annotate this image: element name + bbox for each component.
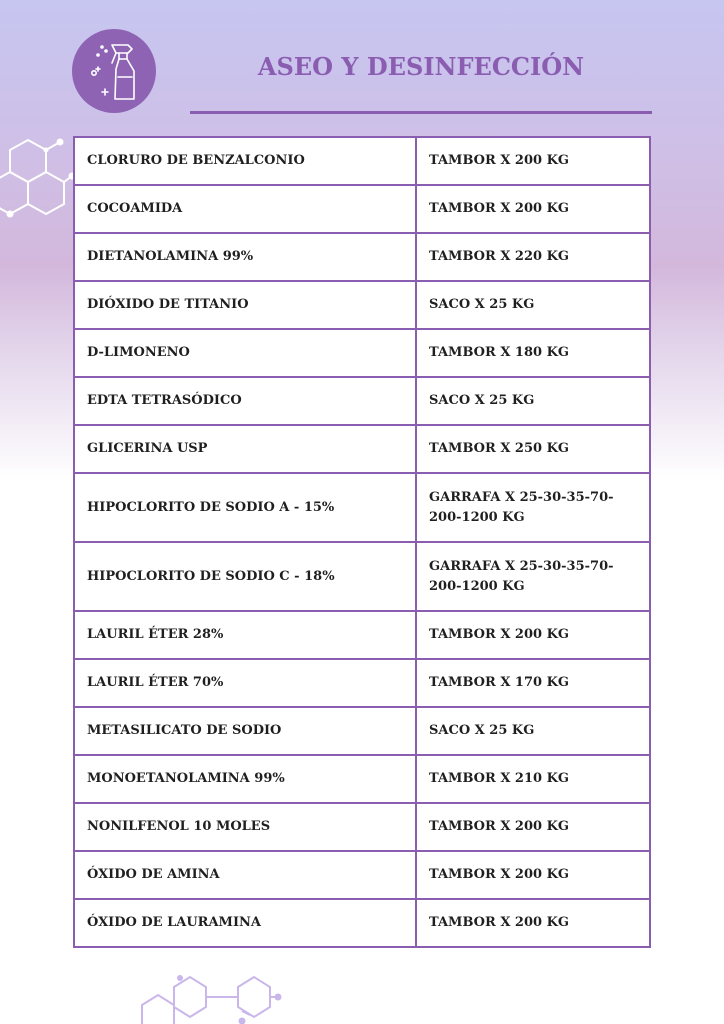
product-name: LAURIL ÉTER 70% [74, 659, 416, 707]
product-presentation: TAMBOR X 250 KG [416, 425, 650, 473]
product-presentation: TAMBOR X 200 KG [416, 185, 650, 233]
table-row [74, 281, 650, 329]
product-name: COCOAMIDA [74, 185, 416, 233]
table-row [74, 377, 650, 425]
product-name: CLORURO DE BENZALCONIO [74, 137, 416, 185]
product-name: DIETANOLAMINA 99% [74, 233, 416, 281]
product-name: ÓXIDO DE LAURAMINA [74, 899, 416, 947]
product-presentation: GARRAFA X 25-30-35-70-200-1200 KG [416, 542, 650, 611]
table-row [74, 425, 650, 473]
product-name: D-LIMONENO [74, 329, 416, 377]
product-name: NONILFENOL 10 MOLES [74, 803, 416, 851]
product-name: HIPOCLORITO DE SODIO C - 18% [74, 542, 416, 611]
product-name: DIÓXIDO DE TITANIO [74, 281, 416, 329]
product-presentation: TAMBOR X 210 KG [416, 755, 650, 803]
title-divider [190, 111, 652, 114]
molecule-decoration-icon [130, 965, 290, 1024]
product-name: GLICERINA USP [74, 425, 416, 473]
products-table [73, 136, 651, 948]
table-row [74, 137, 650, 185]
product-presentation: GARRAFA X 25-30-35-70-200-1200 KG [416, 473, 650, 542]
product-presentation: SACO X 25 KG [416, 281, 650, 329]
molecule-decoration-icon [0, 128, 80, 238]
product-presentation: TAMBOR X 180 KG [416, 329, 650, 377]
product-presentation: SACO X 25 KG [416, 707, 650, 755]
product-presentation: TAMBOR X 220 KG [416, 233, 650, 281]
product-name: ÓXIDO DE AMINA [74, 851, 416, 899]
product-name: HIPOCLORITO DE SODIO A - 15% [74, 473, 416, 542]
product-name: EDTA TETRASÓDICO [74, 377, 416, 425]
table-row [74, 851, 650, 899]
table-row [74, 755, 650, 803]
page-title: ASEO Y DESINFECCIÓN [257, 52, 585, 81]
product-presentation: TAMBOR X 200 KG [416, 611, 650, 659]
product-presentation: TAMBOR X 200 KG [416, 137, 650, 185]
table-row [74, 473, 650, 542]
product-presentation: TAMBOR X 200 KG [416, 899, 650, 947]
table-row [74, 185, 650, 233]
product-name: METASILICATO DE SODIO [74, 707, 416, 755]
table-row [74, 707, 650, 755]
spray-bottle-icon [72, 29, 156, 113]
table-row [74, 659, 650, 707]
product-presentation: TAMBOR X 200 KG [416, 851, 650, 899]
product-presentation: SACO X 25 KG [416, 377, 650, 425]
table-row [74, 611, 650, 659]
product-name: MONOETANOLAMINA 99% [74, 755, 416, 803]
table-row [74, 899, 650, 947]
table-row [74, 803, 650, 851]
logo-badge [72, 29, 156, 113]
table-row [74, 542, 650, 611]
table-row [74, 233, 650, 281]
product-name: LAURIL ÉTER 28% [74, 611, 416, 659]
table-row [74, 329, 650, 377]
product-presentation: TAMBOR X 200 KG [416, 803, 650, 851]
product-presentation: TAMBOR X 170 KG [416, 659, 650, 707]
